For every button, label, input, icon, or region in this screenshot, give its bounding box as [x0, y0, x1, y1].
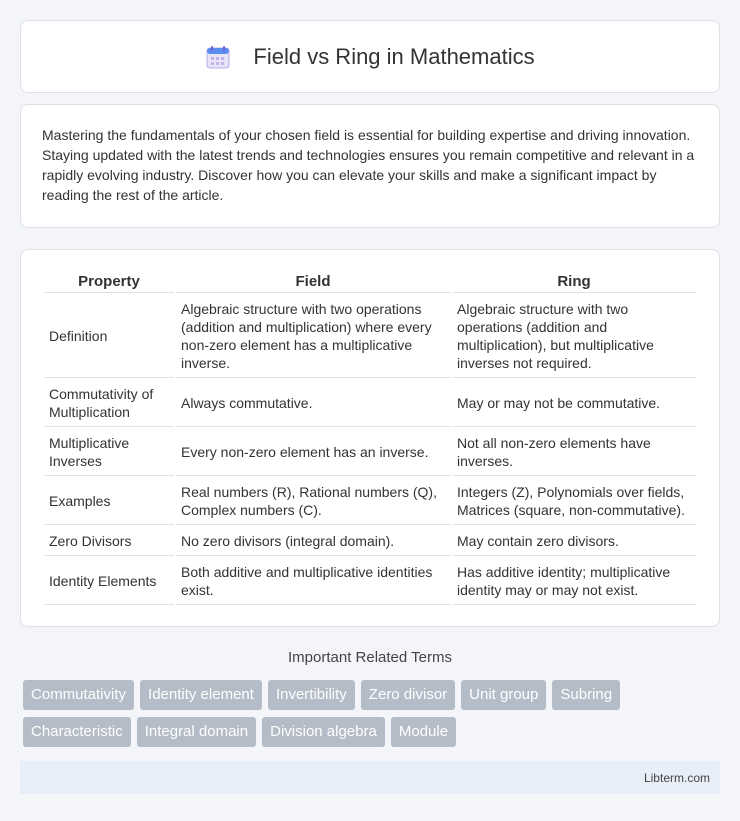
related-term-tag[interactable]: Unit group [461, 680, 546, 710]
table-row [44, 378, 696, 427]
table-cell-property: Zero Divisors [44, 525, 174, 556]
table-cell-field: Both additive and multiplicative identities exist. [176, 556, 450, 605]
table-cell-ring: Integers (Z), Polynomials over fields, Matrices (square, non-commutative). [452, 476, 696, 525]
comparison-table-card [20, 249, 720, 627]
table-cell-ring: May contain zero divisors. [452, 525, 696, 556]
table-row [44, 476, 696, 525]
intro-card [20, 104, 720, 228]
related-term-tag[interactable]: Characteristic [23, 717, 131, 747]
table-cell-ring: Not all non-zero elements have inverses. [452, 427, 696, 476]
table-cell-ring: Algebraic structure with two operations (addition and multiplication), but multiplicative inverses not required. [452, 293, 696, 378]
table-row [44, 293, 696, 378]
table-header-row [44, 270, 696, 293]
table-cell-ring: May or may not be commutative. [452, 378, 696, 427]
column-header-field: Field [176, 270, 450, 293]
table-cell-field: Always commutative. [176, 378, 450, 427]
table-cell-property: Commutativity of Multiplication [44, 378, 174, 427]
table-row [44, 556, 696, 605]
table-cell-field: Every non-zero element has an inverse. [176, 427, 450, 476]
page-title: Field vs Ring in Mathematics [253, 43, 535, 69]
related-term-tag[interactable]: Invertibility [268, 680, 355, 710]
table-cell-field: No zero divisors (integral domain). [176, 525, 450, 556]
table-cell-property: Identity Elements [44, 556, 174, 605]
table-cell-field: Real numbers (R), Rational numbers (Q), Complex numbers (C). [176, 476, 450, 525]
comparison-table [42, 270, 698, 605]
related-term-tag[interactable]: Commutativity [23, 680, 134, 710]
table-row [44, 427, 696, 476]
footer-brand-link[interactable]: Libterm.com [643, 770, 710, 785]
related-term-tag[interactable]: Division algebra [262, 717, 385, 747]
related-term-tag[interactable]: Identity element [140, 680, 262, 710]
table-cell-property: Multiplicative Inverses [44, 427, 174, 476]
table-cell-ring: Has additive identity; multiplicative identity may or may not exist. [452, 556, 696, 605]
related-term-tag[interactable]: Subring [552, 680, 620, 710]
intro-text: Mastering the fundamentals of your chosen field is essential for building expertise and driving innovation. Staying updated with the latest trends and technologies ensures you remain competitive and relevant in a rapidly evolving industry. Discover how you can elevate your skills and make a significant impact by reading the rest of the article. [42, 127, 695, 203]
table-cell-property: Examples [44, 476, 174, 525]
related-terms-list [20, 680, 720, 747]
column-header-property: Property [44, 270, 174, 293]
related-term-tag[interactable]: Zero divisor [361, 680, 455, 710]
table-cell-property: Definition [44, 293, 174, 378]
related-term-tag[interactable]: Module [391, 717, 456, 747]
table-row [44, 525, 696, 556]
column-header-ring: Ring [452, 270, 696, 293]
calendar-icon [205, 44, 231, 70]
related-term-tag[interactable]: Integral domain [137, 717, 256, 747]
table-cell-field: Algebraic structure with two operations (addition and multiplication) where every non-zero element has a multiplicative inverse. [176, 293, 450, 378]
header-card [20, 20, 720, 93]
related-terms-title: Important Related Terms [288, 649, 452, 666]
footer [20, 761, 720, 794]
